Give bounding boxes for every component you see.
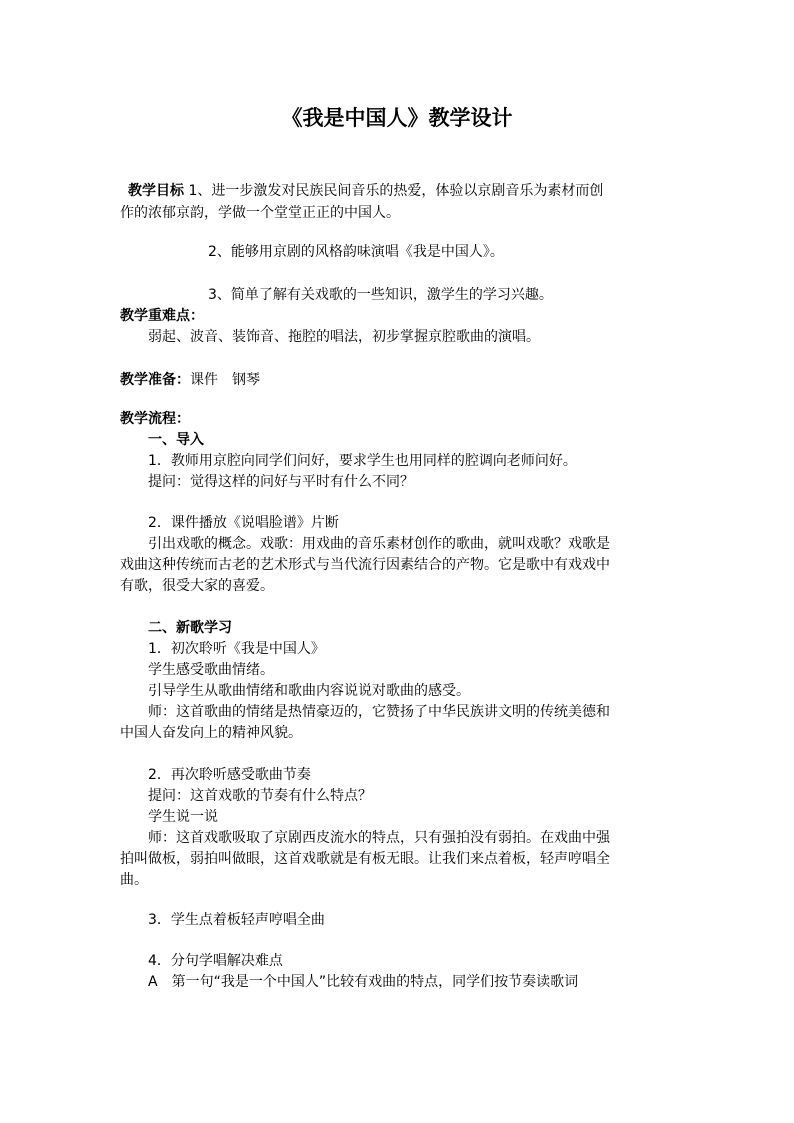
objectives-line-1: [128, 180, 603, 202]
section-heading-new-song: 二、新歌学习: [148, 620, 232, 636]
objective-1-continued: 作的浓郁京韵，学做一个堂堂正正的中国人。: [120, 205, 400, 221]
new-song-step-1-text-2: 引导学生从歌曲情绪和歌曲内容说说对歌曲的感受。: [148, 683, 470, 699]
new-song-step-2-question: 提问：这首戏歌的节奏有什么特点？: [148, 788, 372, 804]
objective-1-text: 1、进一步激发对民族民间音乐的热爱，体验以京剧音乐为素材而创: [188, 183, 604, 199]
new-song-step-3: 3．学生点着板轻声哼唱全曲: [148, 912, 325, 928]
preparation-line: [120, 369, 260, 391]
new-song-step-2-text-2: 师：这首戏歌吸取了京剧西皮流水的特点，只有强拍没有弱拍。在戏曲中强: [148, 830, 610, 846]
new-song-step-4-text-1: A 第一句“我是一个中国人”比较有戏曲的特点，同学们按节奏读歌词: [148, 974, 579, 990]
key-points-text: 弱起、波音、装饰音、拖腔的唱法，初步掌握京腔歌曲的演唱。: [148, 329, 540, 345]
new-song-step-4: 4．分句学唱解决难点: [148, 953, 283, 969]
intro-step-2-text-2: 戏曲这种传统而古老的艺术形式与当代流行因素结合的产物。它是歌中有戏戏中: [120, 557, 610, 573]
key-points-label: 教学重难点：: [120, 308, 204, 324]
new-song-step-2-text-3: 拍叫做板，弱拍叫做眼，这首戏歌就是有板无眼。让我们来点着板，轻声哼唱全: [120, 851, 610, 867]
preparation-text: 课件 钢琴: [190, 372, 260, 388]
new-song-step-1-text-1: 学生感受歌曲情绪。: [148, 662, 274, 678]
intro-step-1: 1．教师用京腔向同学们问好，要求学生也用同样的腔调向老师问好。: [148, 453, 577, 469]
document-title: 《我是中国人》教学设计: [281, 105, 513, 130]
objectives-label: 教学目标: [128, 183, 184, 199]
preparation-label: 教学准备：: [120, 372, 190, 388]
process-label: 教学流程：: [120, 411, 190, 427]
new-song-step-1: 1．初次聆听《我是中国人》: [148, 641, 325, 657]
new-song-step-2-text-4: 曲。: [120, 872, 148, 888]
section-heading-intro: 一、导入: [148, 432, 204, 448]
intro-step-2: 2．课件播放《说唱脸谱》片断: [148, 515, 339, 531]
new-song-step-2-text-1: 学生说一说: [148, 809, 218, 825]
objective-2-text: 2、能够用京剧的风格韵味演唱《我是中国人》。: [208, 244, 504, 260]
new-song-step-2: 2．再次聆听感受歌曲节奏: [148, 767, 311, 783]
objective-3-text: 3、简单了解有关戏歌的一些知识，激学生的学习兴趣。: [208, 287, 553, 303]
new-song-step-1-text-4: 中国人奋发向上的精神风貌。: [120, 725, 302, 741]
intro-step-1-question: 提问：觉得这样的问好与平时有什么不同？: [148, 474, 414, 490]
intro-step-2-text-3: 有歌，很受大家的喜爱。: [120, 578, 274, 594]
intro-step-2-text-1: 引出戏歌的概念。戏歌：用戏曲的音乐素材创作的歌曲，就叫戏歌？戏歌是: [148, 536, 610, 552]
new-song-step-1-text-3: 师：这首歌曲的情绪是热情豪迈的，它赞扬了中华民族讲文明的传统美德和: [148, 704, 610, 720]
